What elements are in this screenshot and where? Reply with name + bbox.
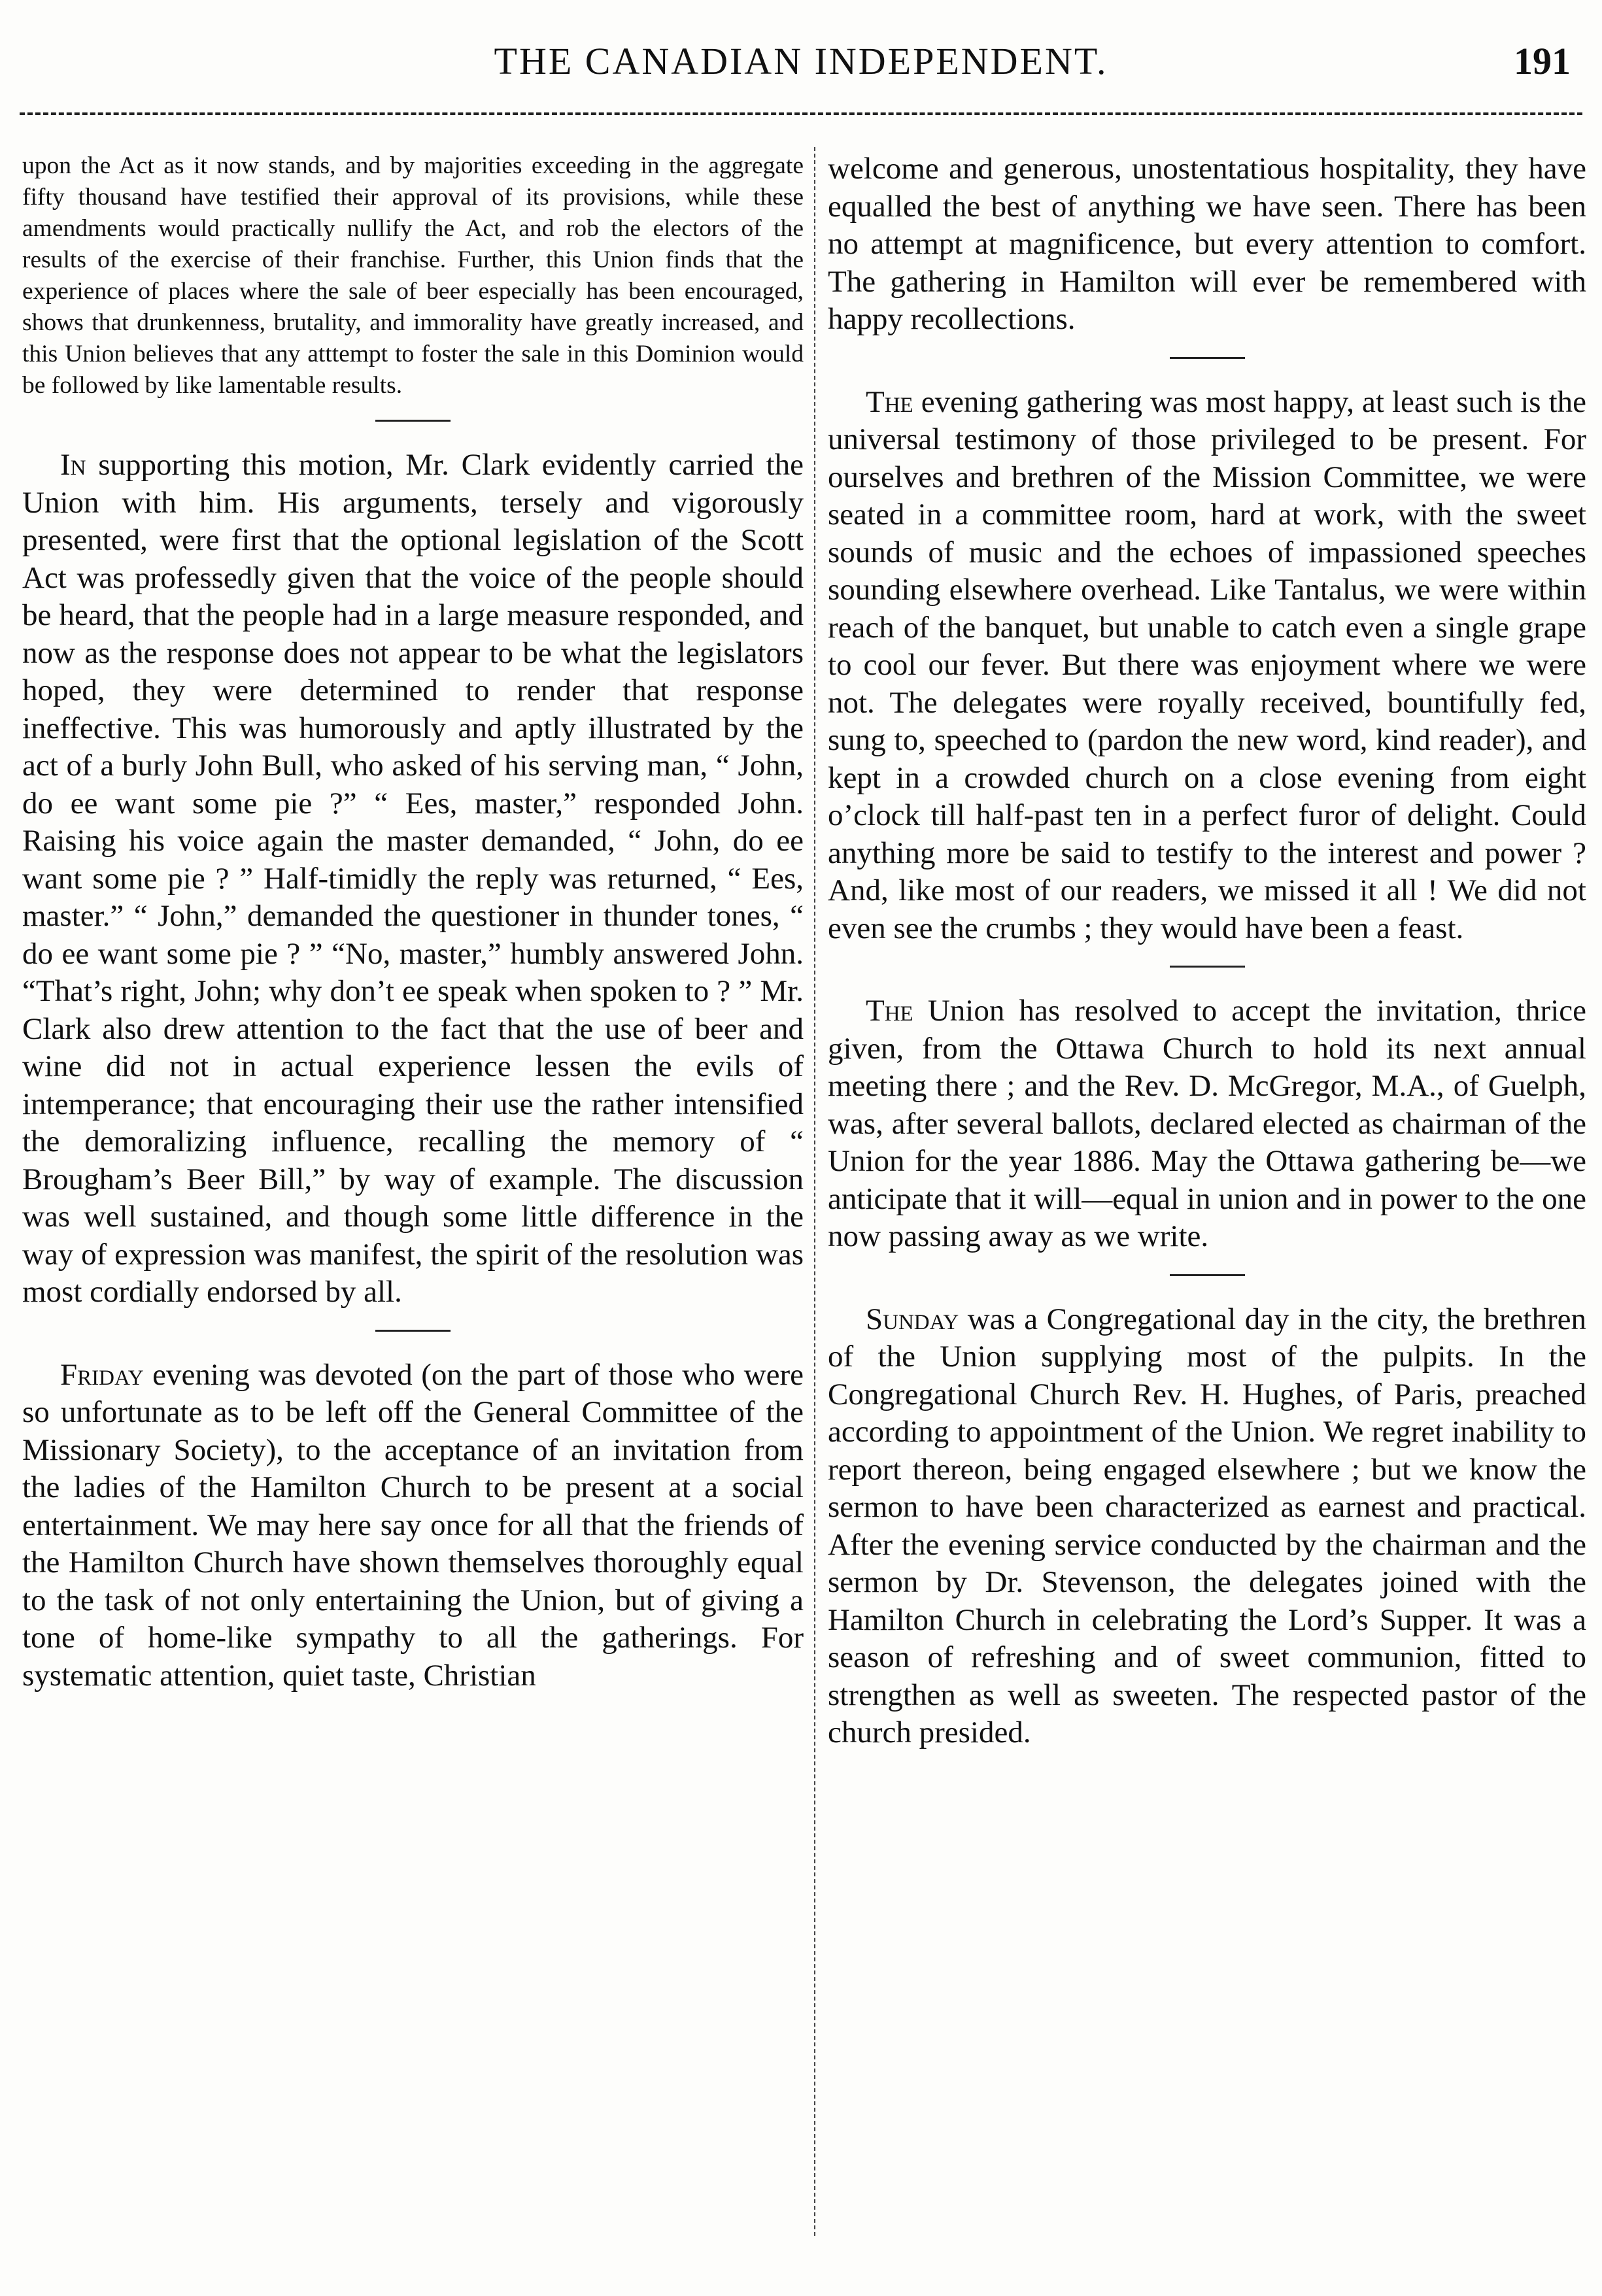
right-column [828,150,1586,1752]
lead-word: The [866,994,913,1028]
header-rule [20,112,1582,115]
lead-word: Sunday [866,1302,959,1336]
paragraph-clark-motion [22,447,804,1311]
paragraph-ottawa-meeting [828,992,1586,1256]
running-title: THE CANADIAN INDEPENDENT. [494,40,1108,82]
section-divider [1170,357,1245,359]
lead-word: In [60,448,86,482]
paragraph-text: supporting this motion, Mr. Clark evidently carried the Union with him. His arguments, tersely and vigorously presented, were first that the optional legislation of the Scott Act was professedly given that the voice of the people should be heard, that the people had in a large measure responded, and now as the response does not appear to be what the legislators hoped, they were determined to render that response ineffective. This was humorously and aptly illustrated by the act of a burly John Bull, who asked of his serving man, “ John, do ee want some pie ?” “ Ees, master,” responded John. Raising his voice again the master demanded, “ John, do ee want some pie ? ” Half-timidly the reply was returned, “ Ees, master.” “ John,” demanded the questioner in thunder tones, “ do ee want some pie ? ” “No, master,” humbly answered John. “That’s right, John; why don’t ee speak when spoken to ? ” Mr. Clark also drew attention to the fact that the use of beer and wine did not in actual experience lessen the evils of intemperance; that encouraging their use the rather intensified the demoralizing influence, recalling the memory of “ Brougham’s Beer Bill,” by way of example. The discussion was well sustained, and though some little difference in the way of expression was manifest, the spirit of the resolution was most cordially endorsed by all. [22,448,804,1309]
paragraph-hospitality: welcome and generous, unostentatious hospitality, they have equalled the best of anything we have seen. There has been no attempt at magnificence, but every attention to comfort. The gathering in Hamilton will ever be remembered with happy recollections. [828,152,1586,336]
section-divider [1170,966,1245,968]
paragraph-friday-evening [22,1357,804,1695]
paragraph-text: evening was devoted (on the part of those who were so unfortunate as to be left off the General Committee of the Missionary Society), to the acceptance of an invitation from the ladies of the Hamilton Church to be present at a social entertainment. We may here say once for all that the friends of the Hamilton Church have shown themselves thoroughly equal to the task of not only entertaining the Union, but of giving a tone of home-like sympathy to all the gatherings. For systematic attention, quiet taste, Christian [22,1357,804,1693]
section-divider [375,420,451,422]
paragraph-sunday [828,1301,1586,1752]
lead-word: The [866,384,913,419]
paragraph-text: evening gathering was most happy, at least such is the universal testimony of those privileged to be present. For ourselves and brethren of the Mission Committee, we were seated in a committee room, hard at work, with the sweet sounds of music and the echoes of impassioned speeches sounding elsewhere overhead. Like Tantalus, we were within reach of the banquet, but unable to catch even a single grape to cool our fever. But there was enjoyment where we were not. The delegates were royally received, bountifully fed, sung to, speeched to (pardon the new word, kind reader), and kept in a crowded church on a close evening from eight o’clock till half-past ten in a perfect furor of delight. Could anything more be said to testify to the interest and power ? And, like most of our readers, we missed it all ! We did not even see the crumbs ; they would have been a feast. [828,384,1586,945]
section-divider [375,1330,451,1332]
paragraph-evening-gathering [828,384,1586,948]
resolution-text: upon the Act as it now stands, and by majorities exceeding in the aggregate fifty thousand have testified their approval of its provisions, while these amendments would practically nullify the Act, and rob the electors of the results of the exercise of their franchise. Further, this Union finds that the experience of places where the sale of beer especially has been encouraged, shows that drunkenness, brutality, and immorality have greatly increased, and this Union believes that any atttempt to foster the sale in this Dominion would be followed by like lamentable results. [22,152,804,399]
page-header [0,39,1602,85]
lead-word: Friday [60,1357,144,1392]
page-number: 191 [1514,40,1571,82]
paragraph-text: Union has resolved to accept the invitation, thrice given, from the Ottawa Church to hold its next annual meeting there ; and the Rev. D. McGregor, M.A., of Guelph, was, after several ballots, declared elected as chairman of the Union for the year 1886. May the Ottawa gathering be—we anticipate that it will—equal in union and in power to the one now passing away as we write. [828,994,1586,1253]
section-divider [1170,1274,1245,1276]
left-column [22,150,804,1695]
column-rule [814,147,815,2236]
paragraph-text: was a Congregational day in the city, the brethren of the Union supplying most of the pulpits. In the Congregational Church Rev. H. Hughes, of Paris, preached according to appointment of the Union. We regret inability to report thereon, being engaged elsewhere ; but we know the sermon to have been characterized as earnest and practical. After the evening service conducted by the chairman and the sermon by Dr. Stevenson, the delegates joined with the Hamilton Church in celebrating the Lord’s Supper. It was a season of refreshing and of sweet communion, fitted to strengthen as well as sweeten. The respected pastor of the church presided. [828,1302,1586,1749]
